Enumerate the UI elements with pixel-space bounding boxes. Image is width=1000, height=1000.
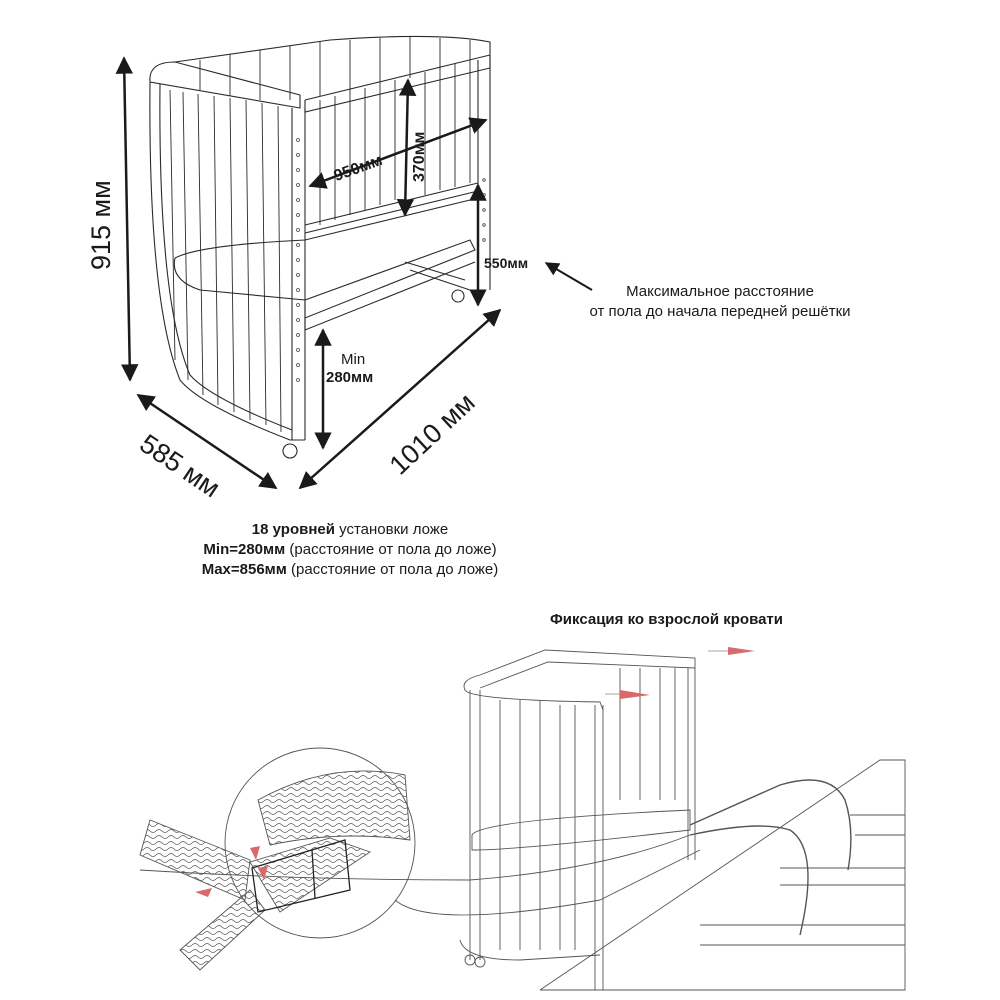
levels-count-bold: 18 уровней	[251, 521, 335, 538]
levels-info	[100, 520, 600, 580]
levels-min-rest: (расстояние от пола до ложе)	[285, 541, 497, 558]
max-distance-line2: от пола до начала передней решётки	[589, 303, 851, 320]
fixation-title: Фиксация ко взрослой кровати	[550, 611, 783, 628]
levels-count-rest: установки ложе	[334, 521, 449, 538]
max-distance-line1: Максимальное расстояние	[626, 283, 814, 300]
levels-max-rest: (расстояние от пола до ложе)	[286, 561, 499, 578]
red-arrow-icon	[728, 647, 755, 655]
min-label: Min	[341, 351, 366, 368]
levels-max-bold: Max=856мм	[201, 561, 287, 578]
crib-top-view	[150, 36, 490, 458]
red-arrow-icon	[195, 888, 212, 897]
width-dimension-label: 585 мм	[134, 428, 226, 504]
levels-min-line	[100, 540, 600, 560]
dimension-arrows	[124, 58, 592, 488]
levels-min-bold: Min=280мм	[203, 541, 286, 558]
front-rail-height-label: 550мм	[484, 255, 529, 271]
levels-count-line	[100, 520, 600, 540]
length-dimension-label: 1010 мм	[383, 387, 481, 481]
levels-max-line	[100, 560, 600, 580]
max-distance-note	[555, 282, 885, 322]
red-arrow-icon	[250, 846, 260, 860]
height-915-arrow	[124, 58, 130, 380]
inner-length-label: 950мм	[331, 151, 385, 186]
red-arrow-icon	[620, 690, 650, 699]
fixation-diagram	[140, 650, 905, 990]
side-370-arrow	[405, 80, 408, 215]
height-dimension-label: 915 мм	[86, 180, 116, 270]
min-value-label: 280мм	[326, 369, 374, 386]
side-height-label: 370мм	[411, 131, 428, 182]
